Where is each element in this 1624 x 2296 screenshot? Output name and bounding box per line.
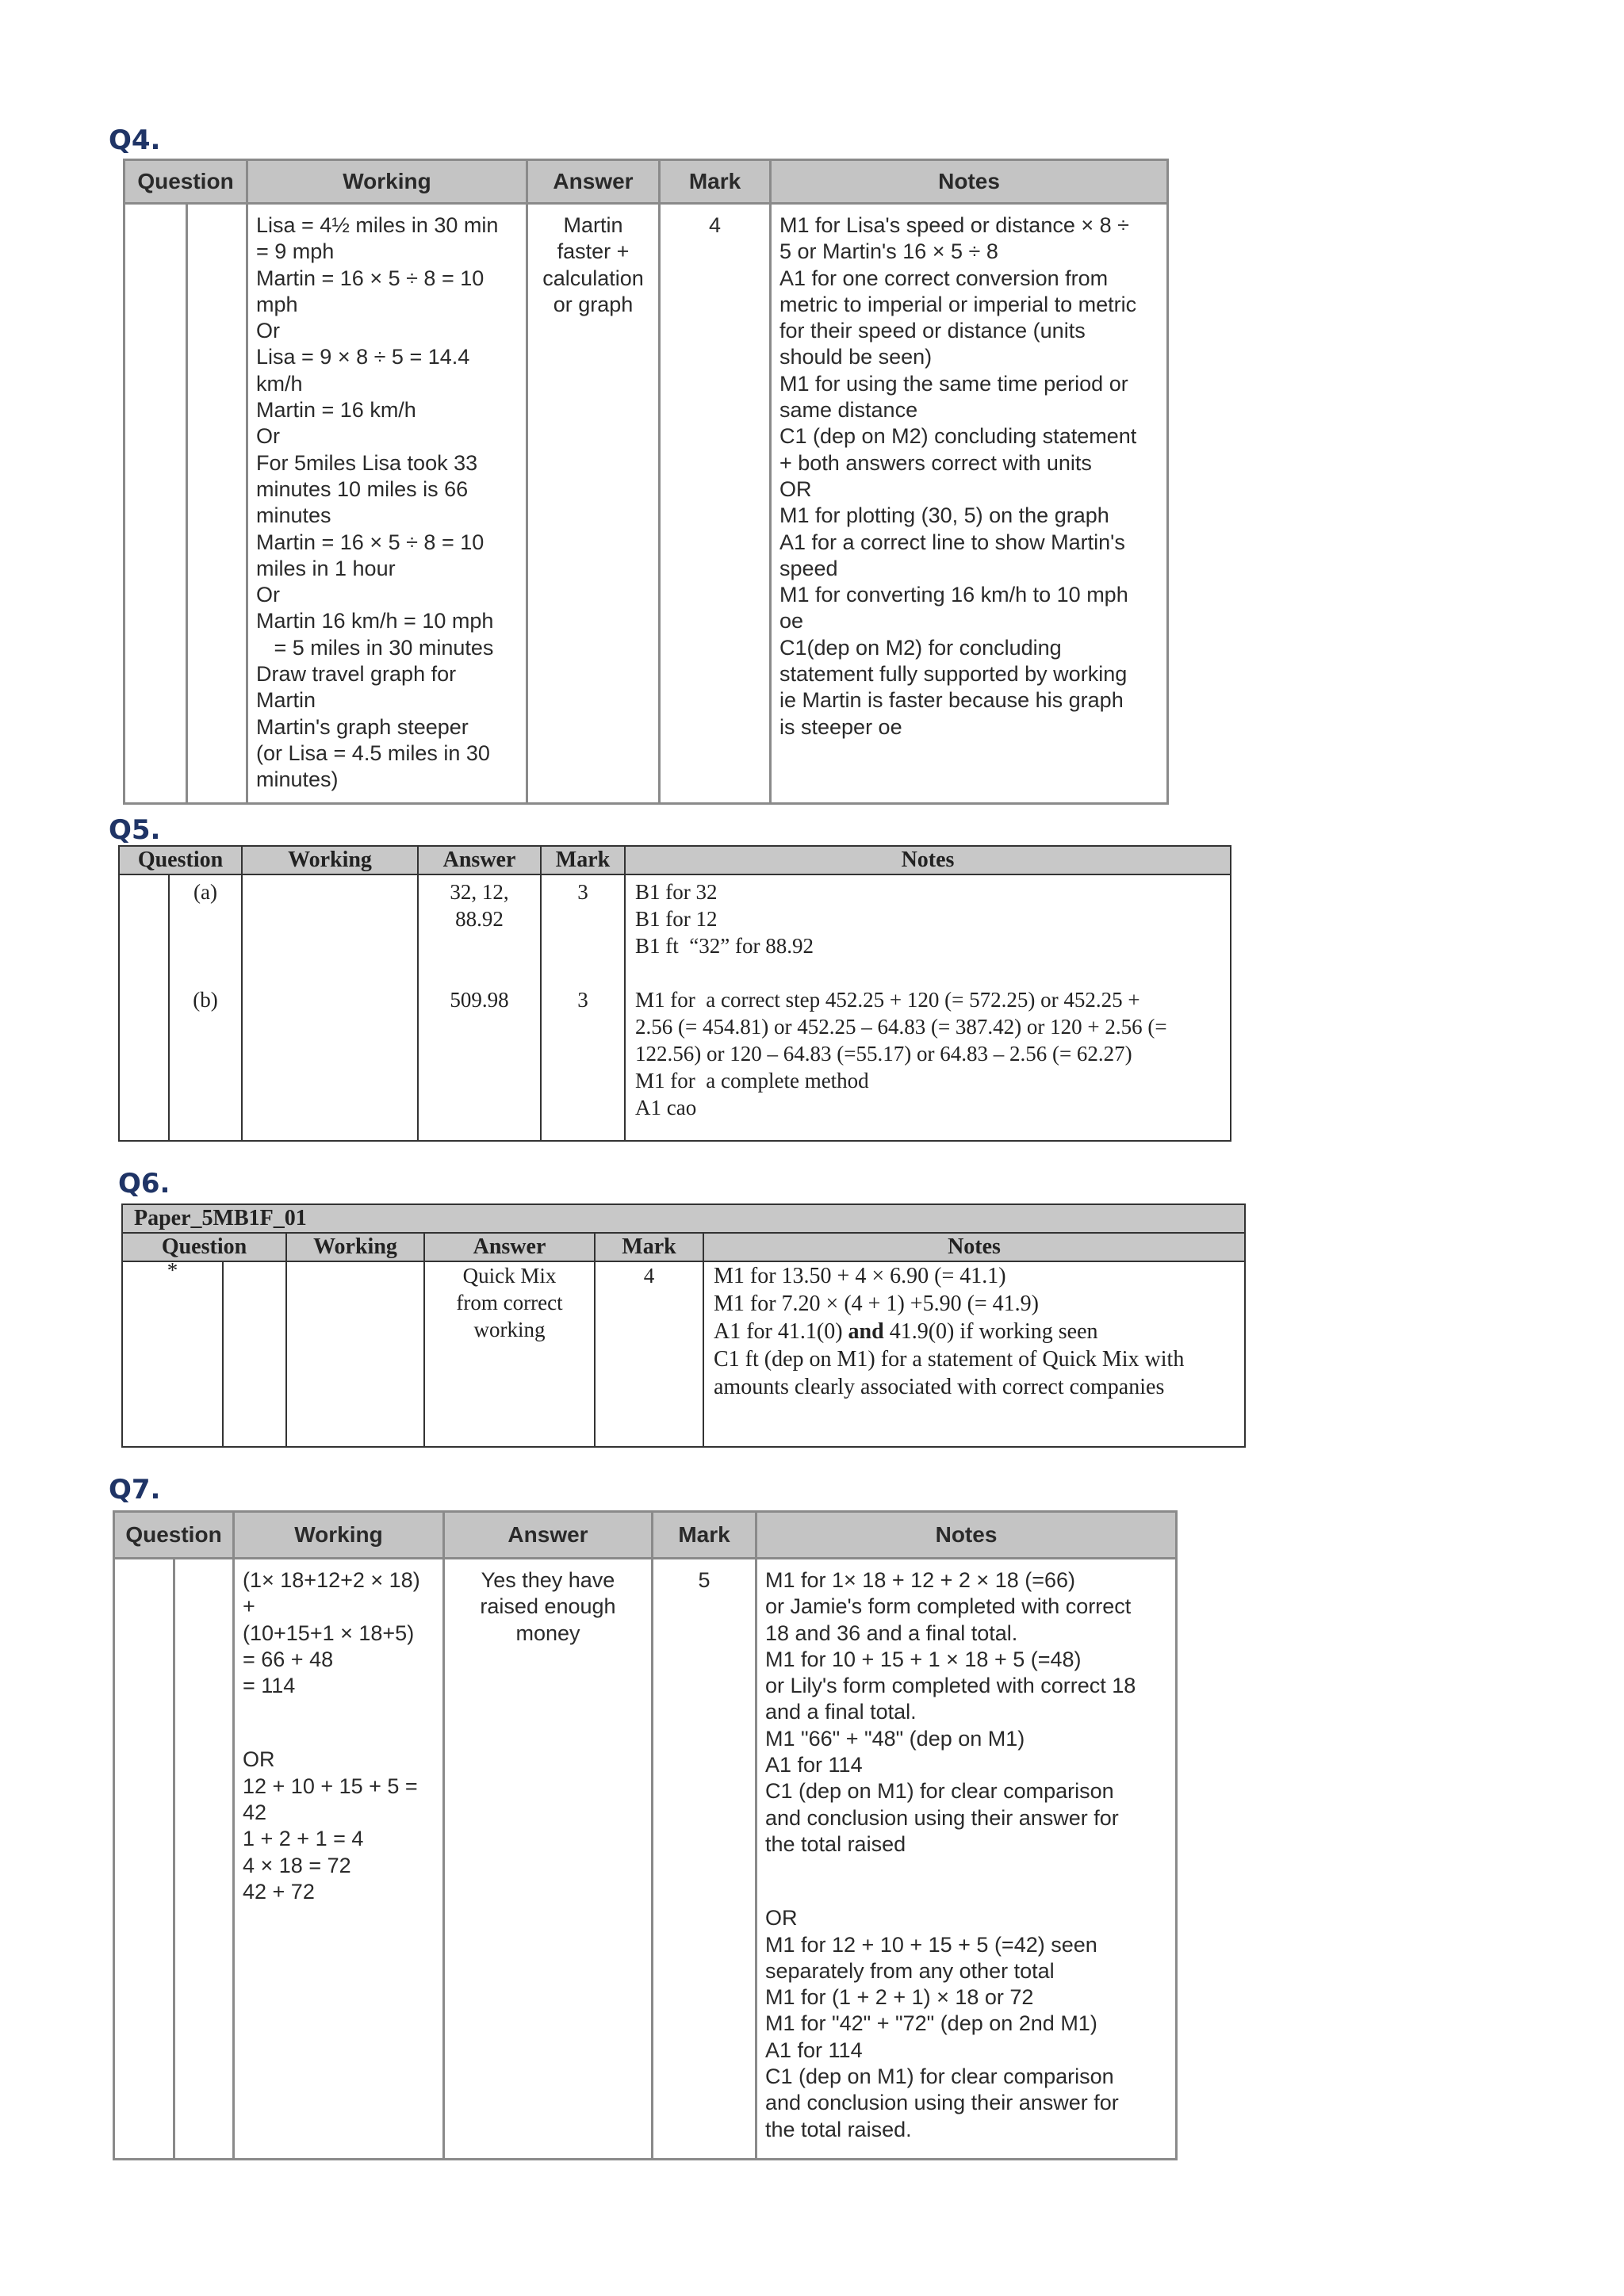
q5-part-cell bbox=[169, 874, 242, 1141]
q4-working-line: miles in 1 hour bbox=[256, 556, 396, 580]
q5-mark-a: 3 bbox=[577, 880, 588, 904]
q7-answer-line: Yes they have bbox=[481, 1568, 615, 1592]
q4-working-line: Or bbox=[256, 319, 280, 343]
q6-notes-text: A1 for 41.1(0) bbox=[714, 1319, 848, 1344]
q7-working-line: 42 bbox=[243, 1800, 267, 1825]
q5-part-a: (a) bbox=[193, 880, 217, 904]
q7-notes-line: C1 (dep on M1) for clear comparison bbox=[765, 2064, 1114, 2089]
q4-working-line: minutes bbox=[256, 503, 331, 528]
q7-working-line: (1× 18+12+2 × 18) bbox=[243, 1568, 420, 1592]
q4-notes-line: M1 for converting 16 km/h to 10 mph bbox=[779, 583, 1128, 607]
q5-notes-b-line: M1 for a correct step 452.25 + 120 (= 572.25) or 452.25 + bbox=[635, 988, 1140, 1012]
q6-header-answer: Answer bbox=[424, 1233, 595, 1261]
q4-header-mark: Mark bbox=[660, 160, 771, 204]
q4-notes-line: 5 or Martin's 16 × 5 ÷ 8 bbox=[779, 239, 998, 264]
q4-answer-line: or graph bbox=[553, 292, 634, 316]
q5-answer-a-line: 32, 12, bbox=[450, 880, 509, 904]
q6-header-mark: Mark bbox=[595, 1233, 703, 1261]
q7-working-line: OR bbox=[243, 1747, 275, 1772]
q6-header-working: Working bbox=[286, 1233, 424, 1261]
q4-notes-line: is steeper oe bbox=[779, 714, 902, 739]
q7-notes-line: A1 for 114 bbox=[765, 1753, 863, 1777]
q6-subquestion-cell bbox=[223, 1261, 286, 1447]
q5-notes-b-line: A1 cao bbox=[635, 1096, 697, 1119]
q6-header-row bbox=[122, 1233, 1245, 1261]
q7-notes-spacer bbox=[765, 1858, 1167, 1905]
q4-working-line: km/h bbox=[256, 371, 303, 396]
q4-subquestion-cell bbox=[187, 204, 247, 804]
q7-header-row bbox=[114, 1512, 1177, 1559]
q7-notes-line: the total raised bbox=[765, 1831, 906, 1856]
q6-paper-title: Paper_5MB1F_01 bbox=[122, 1204, 1245, 1233]
q4-working-line: Martin's graph steeper bbox=[256, 714, 469, 739]
q4-notes-line: ie Martin is faster because his graph bbox=[779, 688, 1124, 713]
q6-notes-line: M1 for 13.50 + 4 × 6.90 (= 41.1) bbox=[714, 1264, 1006, 1288]
q4-question-cell bbox=[124, 204, 187, 804]
q5-mark-b: 3 bbox=[577, 988, 588, 1012]
q6-answer-line: from correct bbox=[456, 1291, 563, 1314]
q4-working-line: Draw travel graph for bbox=[256, 662, 457, 687]
q6-header-question: Question bbox=[122, 1233, 286, 1261]
q4-working-line: Or bbox=[256, 424, 280, 449]
q5-header-row bbox=[119, 846, 1231, 874]
q4-working-line: Lisa = 4½ miles in 30 min bbox=[256, 213, 499, 237]
q4-answer-line: Martin bbox=[563, 213, 623, 237]
q4-notes-line: should be seen) bbox=[779, 345, 933, 369]
q4-working-line: = 9 mph bbox=[256, 239, 335, 264]
q4-working-line: Martin = 16 × 5 ÷ 8 = 10 bbox=[256, 530, 485, 554]
q7-working-line: (10+15+1 × 18+5) bbox=[243, 1621, 415, 1645]
q5-header-working: Working bbox=[242, 846, 418, 874]
q7-answer-line: money bbox=[515, 1621, 580, 1645]
q4-notes-line: A1 for one correct conversion from bbox=[779, 266, 1109, 290]
q6-table bbox=[121, 1203, 1246, 1448]
q6-star: * bbox=[167, 1258, 178, 1282]
q4-working-line: minutes 10 miles is 66 bbox=[256, 476, 469, 501]
q7-notes-line: 18 and 36 and a final total. bbox=[765, 1621, 1018, 1645]
q7-header-working: Working bbox=[234, 1512, 444, 1559]
q4-notes-cell bbox=[771, 204, 1168, 804]
q5-header-answer: Answer bbox=[418, 846, 541, 874]
q4-working-cell bbox=[247, 204, 527, 804]
q7-working-spacer bbox=[243, 1699, 435, 1747]
q4-notes-line: M1 for Lisa's speed or distance × 8 ÷ bbox=[779, 213, 1129, 237]
q7-question-cell bbox=[114, 1559, 174, 2160]
q7-notes-line: M1 for 12 + 10 + 15 + 5 (=42) seen bbox=[765, 1932, 1097, 1957]
q6-answer-line: working bbox=[473, 1318, 546, 1341]
q4-answer-line: calculation bbox=[542, 266, 644, 290]
q5-part-b: (b) bbox=[193, 988, 218, 1012]
q4-answer-line: faster + bbox=[557, 239, 630, 264]
q6-body-row bbox=[122, 1261, 1245, 1447]
q4-notes-line: statement fully supported by working bbox=[779, 662, 1128, 687]
q5-answer-b-line: 509.98 bbox=[450, 988, 509, 1012]
q6-notes-text: 41.9(0) if working seen bbox=[883, 1319, 1098, 1344]
q5-table bbox=[118, 845, 1231, 1142]
q4-notes-line: for their speed or distance (units bbox=[779, 319, 1086, 343]
q4-working-line: Martin = 16 × 5 ÷ 8 = 10 bbox=[256, 266, 485, 290]
q4-notes-line: same distance bbox=[779, 398, 918, 423]
q5-notes-b-line: 122.56) or 120 – 64.83 (=55.17) or 64.83 – 2.56 (= 62.27) bbox=[635, 1042, 1132, 1066]
q5-notes-a-line: B1 for 32 bbox=[635, 880, 718, 904]
q5-answer-a-line: 88.92 bbox=[455, 907, 504, 931]
q5-mark-cell bbox=[541, 874, 625, 1141]
q6-notes-line: C1 ft (dep on M1) for a statement of Quick Mix with bbox=[714, 1347, 1185, 1372]
q6-label: Q6. bbox=[118, 1168, 170, 1200]
q6-answer-cell bbox=[424, 1261, 595, 1447]
q4-working-line: Lisa = 9 × 8 ÷ 5 = 14.4 bbox=[256, 345, 470, 369]
q4-working-line: (or Lisa = 4.5 miles in 30 bbox=[256, 740, 490, 765]
q5-question-cell bbox=[119, 874, 169, 1141]
q4-notes-line: M1 for plotting (30, 5) on the graph bbox=[779, 503, 1109, 528]
q4-working-line: = 5 miles in 30 minutes bbox=[256, 635, 494, 660]
q5-notes-b-line: M1 for a complete method bbox=[635, 1069, 869, 1093]
q7-working-line: 12 + 10 + 15 + 5 = bbox=[243, 1774, 418, 1798]
q7-working-line: + bbox=[243, 1594, 255, 1619]
q4-label: Q4. bbox=[109, 124, 161, 156]
q5-answer-cell bbox=[418, 874, 541, 1141]
q4-notes-line: C1(dep on M2) for concluding bbox=[779, 635, 1062, 660]
q7-notes-line: C1 (dep on M1) for clear comparison bbox=[765, 1779, 1114, 1804]
q7-notes-line: A1 for 114 bbox=[765, 2038, 863, 2062]
q6-question-cell bbox=[122, 1258, 223, 1447]
q7-notes-line: or Lily's form completed with correct 18 bbox=[765, 1674, 1136, 1698]
q5-notes-b-line: 2.56 (= 454.81) or 452.25 – 64.83 (= 387.42) or 120 + 2.56 (= bbox=[635, 1015, 1167, 1039]
q7-notes-line: and conclusion using their answer for bbox=[765, 2091, 1119, 2115]
q7-body-row bbox=[114, 1559, 1177, 2160]
q4-mark-cell: 4 bbox=[660, 204, 771, 804]
q4-header-notes: Notes bbox=[771, 160, 1168, 204]
q5-notes-a-line: B1 for 12 bbox=[635, 907, 718, 931]
q7-notes-line: M1 for "42" + "72" (dep on 2nd M1) bbox=[765, 2011, 1097, 2036]
q5-label: Q5. bbox=[109, 814, 161, 846]
q4-answer-cell bbox=[527, 204, 660, 804]
q7-notes-cell bbox=[756, 1559, 1177, 2160]
q4-header-working: Working bbox=[247, 160, 527, 204]
q5-notes-a-line: B1 ft “32” for 88.92 bbox=[635, 934, 814, 958]
q4-working-line: Martin bbox=[256, 688, 316, 713]
q4-notes-line: speed bbox=[779, 556, 838, 580]
q7-working-line: 1 + 2 + 1 = 4 bbox=[243, 1827, 364, 1851]
q6-notes-line bbox=[714, 1318, 1235, 1345]
q7-notes-line: or Jamie's form completed with correct bbox=[765, 1594, 1132, 1619]
q7-notes-line: separately from any other total bbox=[765, 1958, 1055, 1983]
q4-notes-line: + both answers correct with units bbox=[779, 450, 1092, 475]
q4-notes-line: M1 for using the same time period or bbox=[779, 371, 1128, 396]
q4-working-line: Or bbox=[256, 583, 280, 607]
q7-header-question: Question bbox=[114, 1512, 234, 1559]
q4-working-line: For 5miles Lisa took 33 bbox=[256, 450, 478, 475]
q4-working-line: minutes) bbox=[256, 767, 339, 792]
q6-notes-bold: and bbox=[848, 1319, 884, 1344]
q6-mark-cell: 4 bbox=[595, 1261, 703, 1447]
q4-header-answer: Answer bbox=[527, 160, 660, 204]
q4-header-row bbox=[124, 160, 1168, 204]
q6-notes-line: amounts clearly associated with correct companies bbox=[714, 1375, 1165, 1399]
q7-answer-line: raised enough bbox=[480, 1594, 616, 1619]
q7-notes-line: the total raised. bbox=[765, 2117, 912, 2141]
q7-notes-line: M1 for 10 + 15 + 1 × 18 + 5 (=48) bbox=[765, 1647, 1082, 1671]
q4-notes-line: A1 for a correct line to show Martin's bbox=[779, 530, 1125, 554]
q6-working-cell bbox=[286, 1261, 424, 1447]
q7-working-line: 4 × 18 = 72 bbox=[243, 1853, 351, 1877]
q4-header-question: Question bbox=[124, 160, 247, 204]
q5-header-mark: Mark bbox=[541, 846, 625, 874]
q6-notes-line: M1 for 7.20 × (4 + 1) +5.90 (= 41.9) bbox=[714, 1292, 1040, 1316]
q7-notes-line: and a final total. bbox=[765, 1700, 917, 1724]
q7-working-line: = 66 + 48 bbox=[243, 1647, 334, 1671]
q4-notes-line: C1 (dep on M2) concluding statement bbox=[779, 424, 1137, 449]
q7-header-mark: Mark bbox=[653, 1512, 756, 1559]
q5-notes-cell bbox=[625, 874, 1231, 1141]
q7-notes-line: M1 "66" + "48" (dep on M1) bbox=[765, 1726, 1025, 1751]
q6-answer-line: Quick Mix bbox=[462, 1264, 557, 1288]
q7-answer-cell bbox=[444, 1559, 653, 2160]
q7-header-answer: Answer bbox=[444, 1512, 653, 1559]
q4-body-row bbox=[124, 204, 1168, 804]
q7-notes-line: and conclusion using their answer for bbox=[765, 1805, 1119, 1830]
q4-grid bbox=[123, 159, 1169, 805]
q5-header-question: Question bbox=[119, 846, 242, 874]
q7-notes-line: OR bbox=[765, 1906, 798, 1931]
q6-header-notes: Notes bbox=[703, 1233, 1245, 1261]
q4-working-line: mph bbox=[256, 292, 298, 316]
q4-notes-line: oe bbox=[779, 609, 804, 633]
q4-working-line: Martin = 16 km/h bbox=[256, 398, 416, 423]
q5-body-row bbox=[119, 874, 1231, 1141]
q7-table bbox=[113, 1510, 1178, 2160]
q7-label: Q7. bbox=[109, 1474, 161, 1506]
q4-notes-line: metric to imperial or imperial to metric bbox=[779, 292, 1137, 316]
q5-working-cell bbox=[242, 874, 418, 1141]
q7-header-notes: Notes bbox=[756, 1512, 1177, 1559]
q7-mark-cell: 5 bbox=[653, 1559, 756, 2160]
q7-working-cell bbox=[234, 1559, 444, 2160]
q4-working-line: Martin 16 km/h = 10 mph bbox=[256, 609, 494, 633]
q7-notes-line: M1 for (1 + 2 + 1) × 18 or 72 bbox=[765, 1985, 1034, 2010]
q7-subquestion-cell bbox=[174, 1559, 234, 2160]
q4-notes-line: OR bbox=[779, 476, 812, 501]
q6-paper-row bbox=[122, 1204, 1245, 1233]
q7-working-line: 42 + 72 bbox=[243, 1879, 315, 1904]
q7-working-line: = 114 bbox=[243, 1674, 296, 1698]
q6-notes-cell bbox=[703, 1261, 1245, 1447]
q7-notes-line: M1 for 1× 18 + 12 + 2 × 18 (=66) bbox=[765, 1568, 1076, 1592]
q5-header-notes: Notes bbox=[625, 846, 1231, 874]
